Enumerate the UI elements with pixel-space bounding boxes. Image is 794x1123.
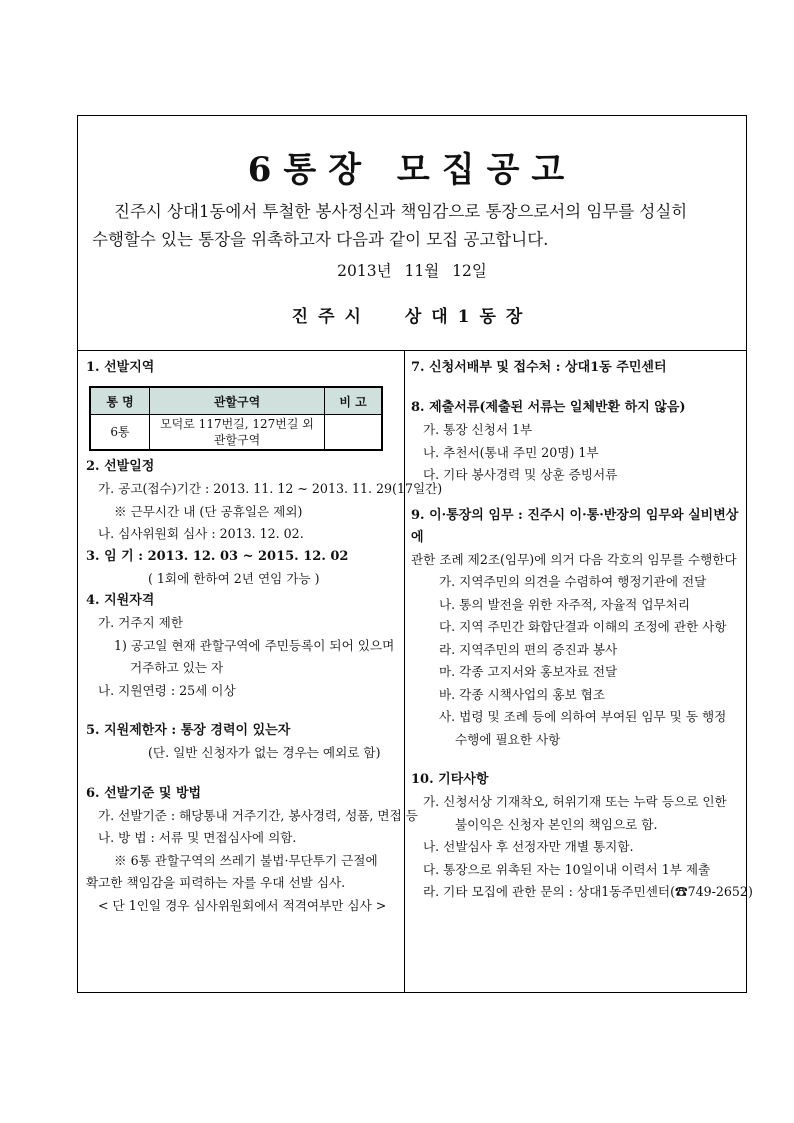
intro-text bbox=[92, 198, 732, 254]
intro-line: 진주시 상대1동에서 투철한 봉사정신과 책임감으로 통장으로서의 임무를 성실히 bbox=[114, 202, 688, 221]
list-item: 나. 심사위원회 심사 : 2013. 12. 02. bbox=[98, 526, 304, 541]
list-item: 가. 신청서상 기재착오, 허위기재 또는 누락 등으로 인한 bbox=[423, 794, 727, 809]
list-item: 다. 통장으로 위촉된 자는 10일이내 이력서 1부 제출 bbox=[423, 861, 711, 877]
table-header: 비 고 bbox=[325, 388, 382, 415]
section-title: 2. 선발일정 bbox=[86, 459, 155, 474]
notice-frame bbox=[77, 115, 753, 993]
list-item: 가. 공고(접수)기간 : 2013. 11. 12 ~ 2013. 11. 29(17일간) bbox=[98, 481, 443, 496]
note: (단. 일반 신청자가 없는 경우는 예외로 함) bbox=[148, 745, 381, 760]
section-title: 8. 제출서류(제출된 서류는 일체반환 하지 않음) bbox=[411, 400, 686, 415]
list-item: 다. 기타 봉사경력 및 상훈 증빙서류 bbox=[423, 467, 618, 482]
section-title: 1. 선발지역 bbox=[86, 360, 155, 375]
section-title: 6. 선발기준 및 방법 bbox=[86, 785, 202, 801]
list-item: 수행에 필요한 사항 bbox=[455, 731, 561, 747]
note: ※ 6통 관할구역의 쓰레기 불법·무단투기 근절에 bbox=[114, 852, 378, 868]
note: ※ 근무시간 내 (단 공휴일은 제외) bbox=[114, 503, 303, 519]
list-item: 나. 선발심사 후 선정자만 개별 통지함. bbox=[423, 839, 634, 854]
list-item: 라. 기타 모집에 관한 문의 : 상대1동주민센터(☎749-2652) bbox=[423, 884, 753, 899]
notice-title: 6통장 모집공고 bbox=[247, 150, 577, 190]
list-item: 거주하고 있는 자 bbox=[130, 660, 224, 675]
area-table bbox=[90, 387, 382, 450]
section-title: 3. 임 기 : 2013. 12. 03 ~ 2015. 12. 02 bbox=[86, 548, 349, 564]
list-item: 다. 지역 주민간 화합단결과 이해의 조정에 관한 사항 bbox=[439, 619, 727, 634]
list-item: 나. 추천서(통내 주민 20명) 1부 bbox=[423, 444, 599, 460]
list-item: 관한 조례 제2조(임무)에 의거 다음 각호의 임무를 수행한다 bbox=[411, 551, 737, 567]
table-cell: 모덕로 117번길, 127번길 외 관할구역 bbox=[150, 415, 325, 450]
issuer: 진주시 상대1동장 bbox=[291, 307, 533, 327]
list-item: 가. 통장 신청서 1부 bbox=[423, 422, 533, 437]
section-title: 5. 지원제한자 : 통장 경력이 있는자 bbox=[86, 723, 291, 738]
section-title: 7. 신청서배부 및 접수처 : 상대1동 주민센터 bbox=[411, 360, 667, 375]
table-cell bbox=[325, 415, 382, 450]
list-item: 1) 공고일 현재 관할구역에 주민등록이 되어 있으며 bbox=[114, 637, 395, 653]
note: ( 1회에 한하여 2년 연임 가능 ) bbox=[148, 570, 320, 586]
list-item: 바. 각종 시책사업의 홍보 협조 bbox=[439, 686, 606, 702]
list-item: 나. 통의 발전을 위한 자주적, 자율적 업무처리 bbox=[439, 596, 691, 612]
right-column bbox=[405, 351, 753, 992]
notice-date: 2013년 11월 12일 bbox=[337, 262, 487, 280]
note: 확고한 책임감을 피력하는 자를 우대 선발 심사. bbox=[86, 875, 346, 890]
table-header: 통 명 bbox=[91, 388, 150, 415]
intro-line: 수행할수 있는 통장을 위촉하고자 다음과 같이 모집 공고합니다. bbox=[92, 230, 549, 249]
list-item: 나. 방 법 : 서류 및 면접심사에 의함. bbox=[98, 830, 297, 845]
list-item: 불이익은 신청자 본인의 책임으로 함. bbox=[455, 816, 658, 832]
list-item: 라. 지역주민의 편의 증진과 봉사 bbox=[439, 641, 618, 657]
list-item: 가. 선발기준 : 해당통내 거주기간, 봉사경력, 성품, 면접 등 bbox=[98, 807, 418, 823]
list-item: 가. 지역주민의 의견을 수렴하여 행정기관에 전달 bbox=[439, 574, 707, 589]
table-header: 관할구역 bbox=[150, 388, 325, 415]
section-title: 4. 지원자격 bbox=[86, 593, 155, 608]
note: < 단 1인일 경우 심사위원회에서 적격여부만 심사 > bbox=[98, 897, 387, 913]
left-column bbox=[78, 351, 443, 992]
list-item: 마. 각종 고지서와 홍보자료 전달 bbox=[439, 664, 618, 679]
list-item: 가. 거주지 제한 bbox=[98, 615, 184, 630]
table-row bbox=[91, 415, 382, 450]
list-item: 사. 법령 및 조례 등에 의하여 부여된 임무 및 동 행정 bbox=[439, 709, 727, 724]
section-title: 10. 기타사항 bbox=[411, 772, 489, 787]
section-title: 9. 이·통장의 임무 : 진주시 이·통·반장의 임무와 실비변상에 bbox=[411, 507, 739, 545]
table-cell: 6통 bbox=[91, 415, 150, 450]
list-item: 나. 지원연령 : 25세 이상 bbox=[98, 682, 236, 698]
notice-header bbox=[78, 116, 746, 351]
